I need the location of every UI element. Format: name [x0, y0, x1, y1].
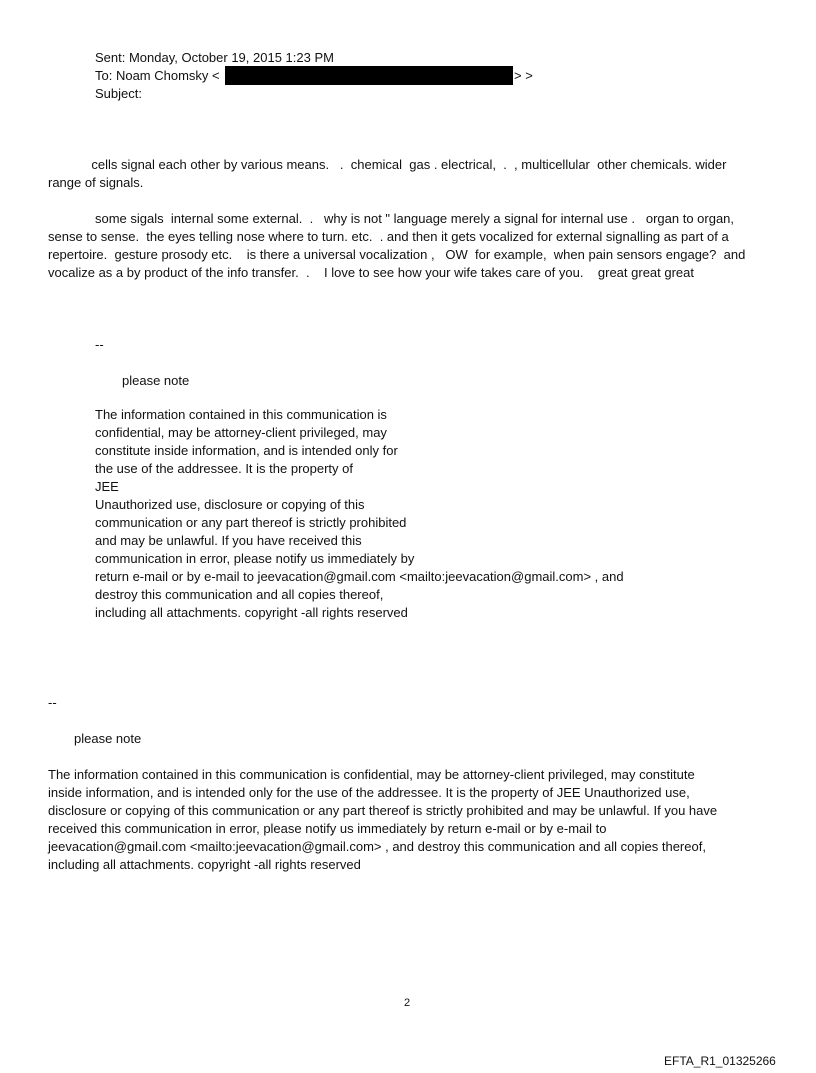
signature-dashes: --: [95, 337, 104, 352]
confidentiality-notice: The information contained in this communication is confidential, may be attorney-client privileged, may constitute inside information, and is intended only for the use of the addressee. It is the property of JEE Unauthorized use, disclosure or copying of this communication or any part thereof is strictly prohibited and may be unlawful. If you have received this communication in error, please notify us immediately by return e-mail or by e-mail to jeevacation@gmail.com <mailto:jeevacation@gmail.com> , and destroy this communication and all copies thereof, including all attachments. copyright -all rights reserved: [95, 407, 624, 620]
body-paragraph-2: some sigals internal some external. . why is not " language merely a signal for internal use . organ to organ, sense to sense. the eyes telling nose where to turn. etc. . and then it gets vocalized for external signalling as part of a repertoire. gesture prosody etc. is there a universal vocalization , OW for example, when pain sensors engage? and vocalize as a by product of the info transfer. . I love to see how your wife takes care of you. great great great: [48, 211, 746, 280]
sent-line: Sent: Monday, October 19, 2015 1:23 PM: [95, 50, 334, 65]
please-note-heading: please note: [122, 373, 190, 388]
signature-dashes: --: [48, 695, 57, 710]
page-number: 2: [404, 997, 411, 1009]
to-line-suffix: > >: [514, 68, 533, 83]
body-paragraph-1: cells signal each other by various means. . chemical gas . electrical, . , multicellular other chemicals. wider range of signals.: [48, 157, 727, 190]
subject-line: Subject:: [95, 86, 142, 101]
confidentiality-notice: The information contained in this communication is confidential, may be attorney-client privileged, may constitute inside information, and is intended only for the use of the addressee. It is the property of JEE Unauthorized use, disclosure or copying of this communication or any part thereof is strictly prohibited and may be unlawful. If you have received this communication in error, please notify us immediately by return e-mail or by e-mail to jeevacation@gmail.com <mailto:jeevacation@gmail.com> , and destroy this communication and all copies thereof, including all attachments. copyright -all rights reserved: [48, 767, 718, 872]
redaction-bar: [225, 66, 513, 85]
document-id: EFTA_R1_01325266: [664, 1054, 776, 1068]
please-note-heading: please note: [74, 731, 142, 746]
to-line-prefix: To: Noam Chomsky <: [95, 68, 220, 83]
